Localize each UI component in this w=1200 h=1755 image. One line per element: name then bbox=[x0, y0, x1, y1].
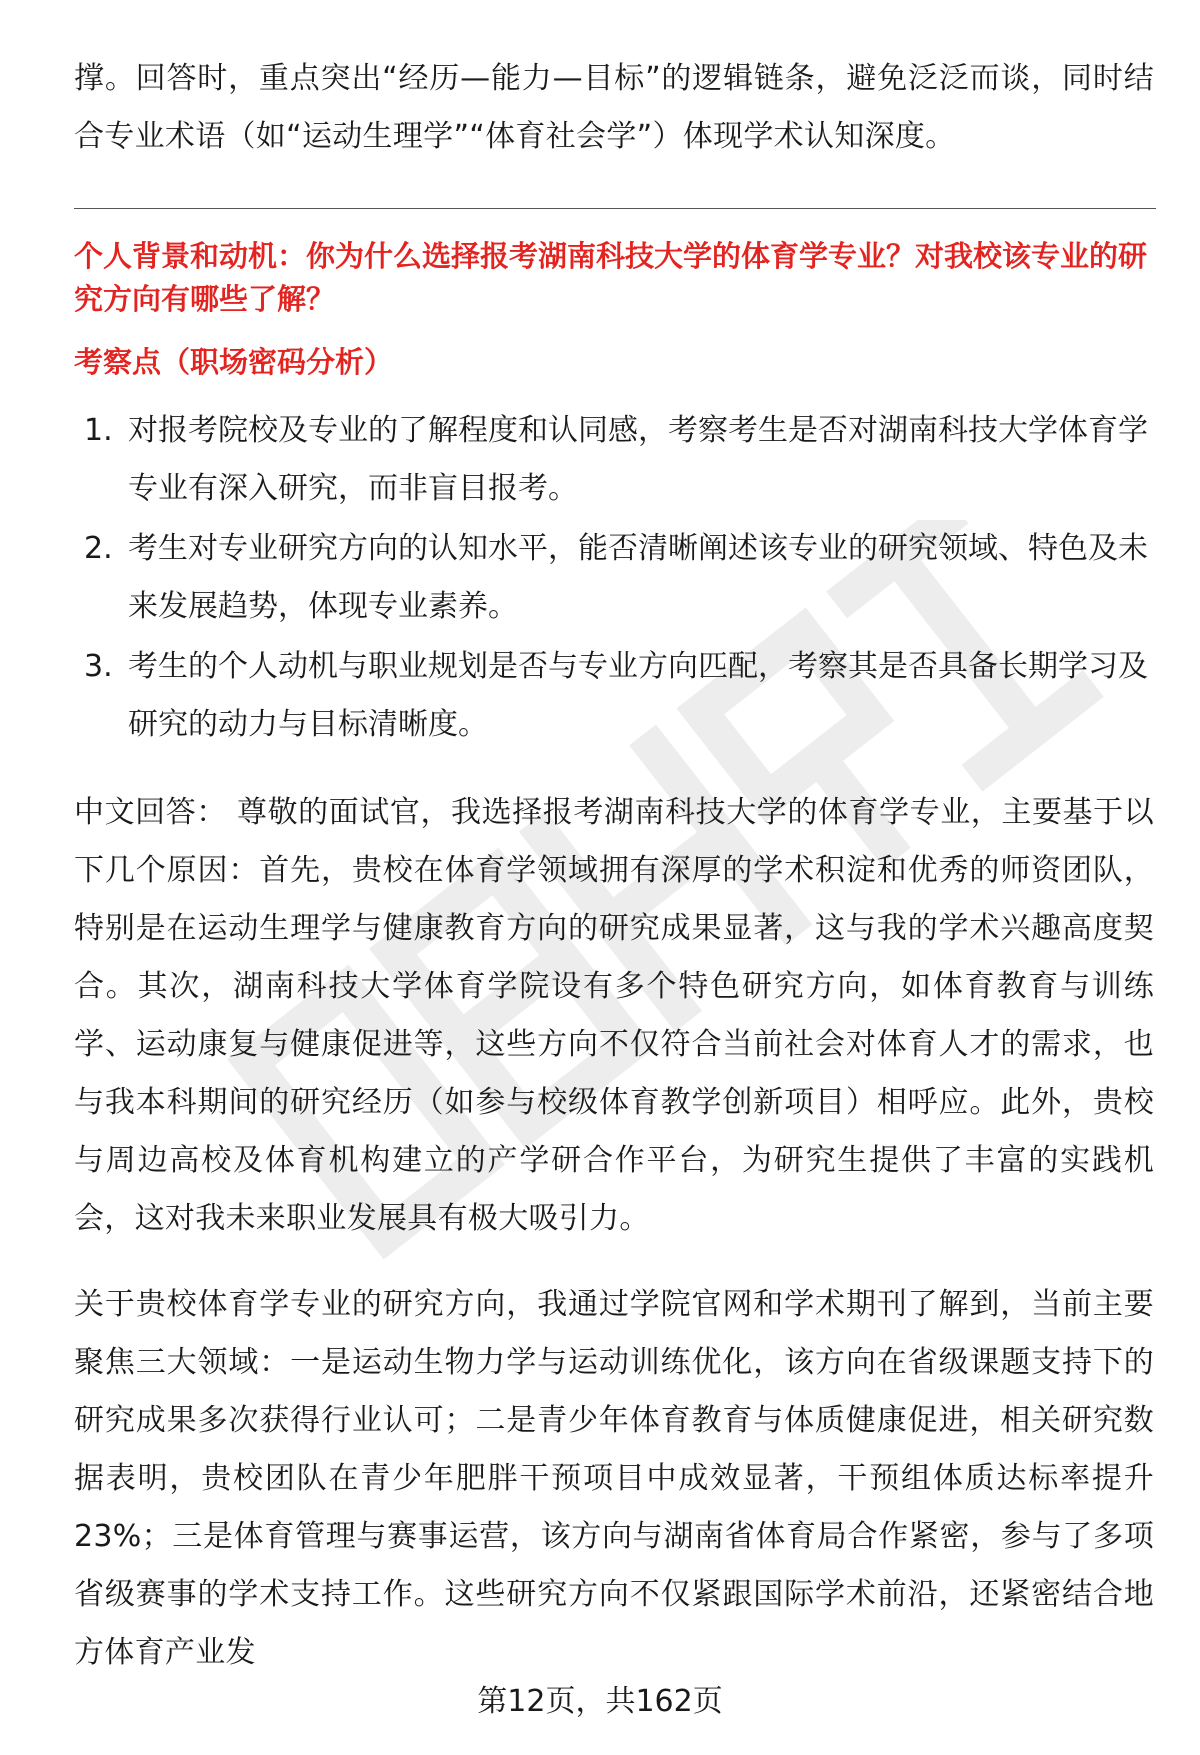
section-divider bbox=[74, 208, 1156, 209]
list-item-number: 3. bbox=[84, 649, 113, 684]
list-item-text: 对报考院校及专业的了解程度和认同感，考察考生是否对湖南科技大学体育学专业有深入研究，而非盲目报考。 bbox=[128, 413, 1148, 506]
answer-paragraph-1: 中文回答： 尊敬的面试官，我选择报考湖南科技大学的体育学专业，主要基于以下几个原因：首先，贵校在体育学领域拥有深厚的学术积淀和优秀的师资团队，特别是在运动生理学与健康教育方向的研究成果显著，这与我的学术兴趣高度契合。其次，湖南科技大学体育学院设有多个特色研究方向，如体育教育与训练学、运动康复与健康促进等，这些方向不仅符合当前社会对体育人才的需求，也与我本科期间的研究经历（如参与校级体育教学创新项目）相呼应。此外，贵校与周边高校及体育机构建立的产学研合作平台，为研究生提供了丰富的实践机会，这对我未来职业发展具有极大吸引力。 bbox=[74, 795, 1154, 1236]
answer-paragraph-2: 关于贵校体育学专业的研究方向，我通过学院官网和学术期刊了解到，当前主要聚焦三大领域：一是运动生物力学与运动训练优化，该方向在省级课题支持下的研究成果多次获得行业认可；二是青少年体育教育与体质健康促进，相关研究数据表明，贵校团队在青少年肥胖干预项目中成效显著，干预组体质达标率提升23%；三是体育管理与赛事运营，该方向与湖南省体育局合作紧密，参与了多项省级赛事的学术支持工作。这些研究方向不仅紧跟国际学术前沿，还紧密结合地方体育产业发 bbox=[74, 1287, 1154, 1670]
list-item bbox=[74, 638, 1154, 754]
list-item-text: 考生的个人动机与职业规划是否与专业方向匹配，考察其是否具备长期学习及研究的动力与目标清晰度。 bbox=[128, 649, 1148, 742]
focus-points-list bbox=[74, 402, 1154, 754]
list-item bbox=[74, 520, 1154, 636]
document-page bbox=[74, 50, 1154, 1682]
intro-paragraph: 撑。回答时，重点突出“经历—能力—目标”的逻辑链条，避免泛泛而谈，同时结合专业术语（如“运动生理学”“体育社会学”）体现学术认知深度。 bbox=[74, 61, 1154, 154]
list-item bbox=[74, 402, 1154, 518]
list-item-text: 考生对专业研究方向的认知水平，能否清晰阐述该专业的研究领域、特色及未来发展趋势，体现专业素养。 bbox=[128, 531, 1148, 624]
question-heading: 个人背景和动机：你为什么选择报考湖南科技大学的体育学专业？对我校该专业的研究方向有哪些了解？ bbox=[74, 239, 1148, 316]
page-footer: 第12页，共162页 bbox=[477, 1684, 723, 1719]
list-item-number: 2. bbox=[84, 531, 113, 566]
list-item-number: 1. bbox=[84, 413, 113, 448]
focus-points-heading: 考察点（职场密码分析） bbox=[74, 345, 394, 379]
